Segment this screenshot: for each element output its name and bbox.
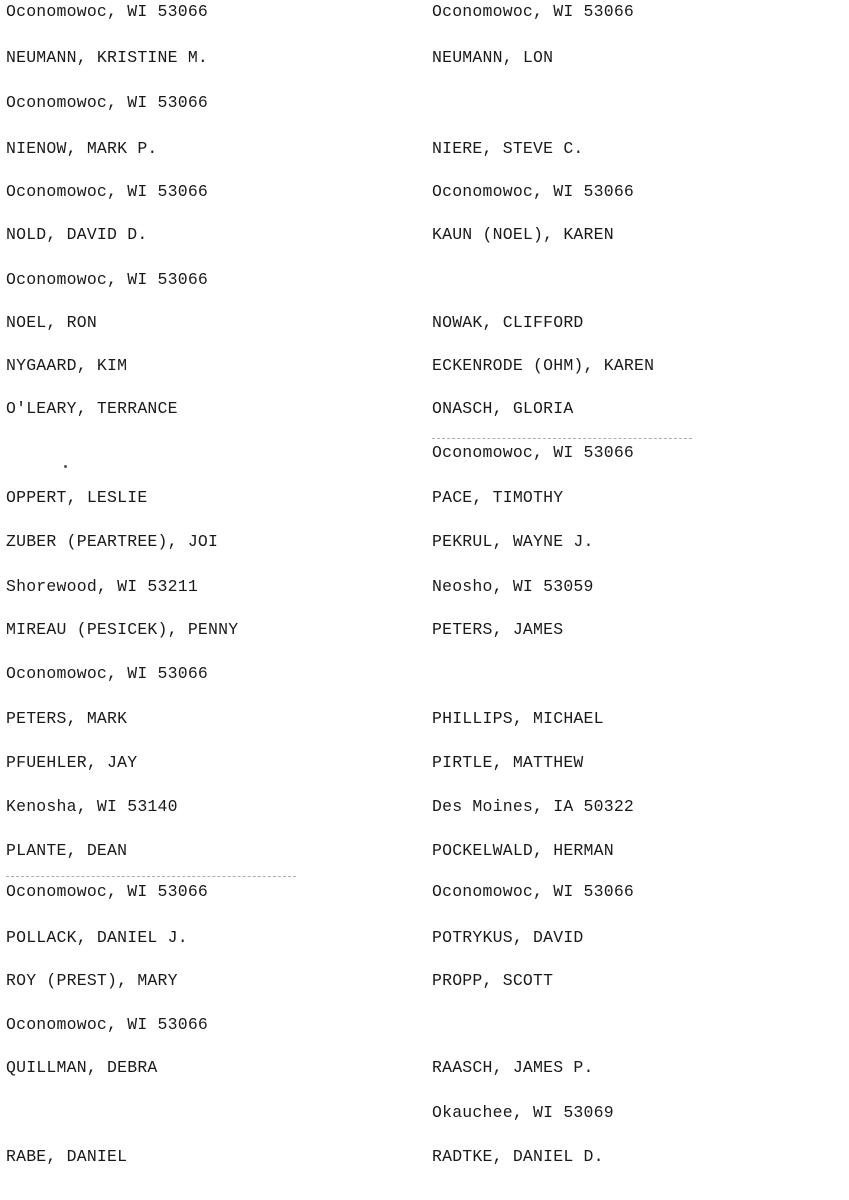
left-entry-name: NOEL, RON [6,313,97,332]
left-entry-name: POLLACK, DANIEL J. [6,928,188,947]
right-entry-name: ECKENRODE (OHM), KAREN [432,356,655,375]
left-entry-name: PLANTE, DEAN [6,841,128,860]
right-entry-name: KAUN (NOEL), KAREN [432,225,614,244]
right-entry-name: PETERS, JAMES [432,620,564,639]
left-entry-name: NIENOW, MARK P. [6,139,158,158]
left-entry-name: OPPERT, LESLIE [6,488,148,507]
left-entry-name: PFUEHLER, JAY [6,753,138,772]
scan-speck [64,465,67,468]
left-entry-name: NOLD, DAVID D. [6,225,148,244]
right-entry-address: Oconomowoc, WI 53066 [432,2,635,21]
right-entry-address: Okauchee, WI 53069 [432,1103,614,1122]
right-entry-address: Des Moines, IA 50322 [432,797,635,816]
left-entry-name: NYGAARD, KIM [6,356,128,375]
left-entry-name: QUILLMAN, DEBRA [6,1058,158,1077]
left-entry-address: Oconomowoc, WI 53066 [6,664,209,683]
left-entry-name: ZUBER (PEARTREE), JOI [6,532,219,551]
left-entry-name: PETERS, MARK [6,709,128,728]
right-entry-name: POTRYKUS, DAVID [432,928,584,947]
right-entry-name: ONASCH, GLORIA [432,399,574,418]
left-entry-address: Kenosha, WI 53140 [6,797,178,816]
left-entry-address: Oconomowoc, WI 53066 [6,93,209,112]
left-entry-address: Oconomowoc, WI 53066 [6,2,209,21]
right-entry-address: Oconomowoc, WI 53066 [432,443,635,462]
left-entry-address: Oconomowoc, WI 53066 [6,882,209,901]
right-entry-address: Oconomowoc, WI 53066 [432,182,635,201]
right-entry-name: NOWAK, CLIFFORD [432,313,584,332]
right-entry-name: PIRTLE, MATTHEW [432,753,584,772]
left-entry-address: Shorewood, WI 53211 [6,577,198,596]
left-entry-address: Oconomowoc, WI 53066 [6,1015,209,1034]
left-entry-address: Oconomowoc, WI 53066 [6,182,209,201]
left-entry-name: O'LEARY, TERRANCE [6,399,178,418]
right-entry-name: RAASCH, JAMES P. [432,1058,594,1077]
right-entry-name: NEUMANN, LON [432,48,554,67]
right-entry-name: RADTKE, DANIEL D. [432,1147,604,1166]
scan-artifact-line [432,438,692,441]
right-entry-address: Oconomowoc, WI 53066 [432,882,635,901]
left-entry-name: NEUMANN, KRISTINE M. [6,48,209,67]
left-entry-name: ROY (PREST), MARY [6,971,178,990]
right-entry-name: PACE, TIMOTHY [432,488,564,507]
right-entry-name: PEKRUL, WAYNE J. [432,532,594,551]
left-entry-name: RABE, DANIEL [6,1147,128,1166]
scan-artifact-line [6,876,296,879]
left-entry-address: Oconomowoc, WI 53066 [6,270,209,289]
right-entry-name: POCKELWALD, HERMAN [432,841,614,860]
right-entry-name: NIERE, STEVE C. [432,139,584,158]
right-entry-name: PROPP, SCOTT [432,971,554,990]
left-entry-name: MIREAU (PESICEK), PENNY [6,620,239,639]
right-entry-address: Neosho, WI 53059 [432,577,594,596]
right-entry-name: PHILLIPS, MICHAEL [432,709,604,728]
